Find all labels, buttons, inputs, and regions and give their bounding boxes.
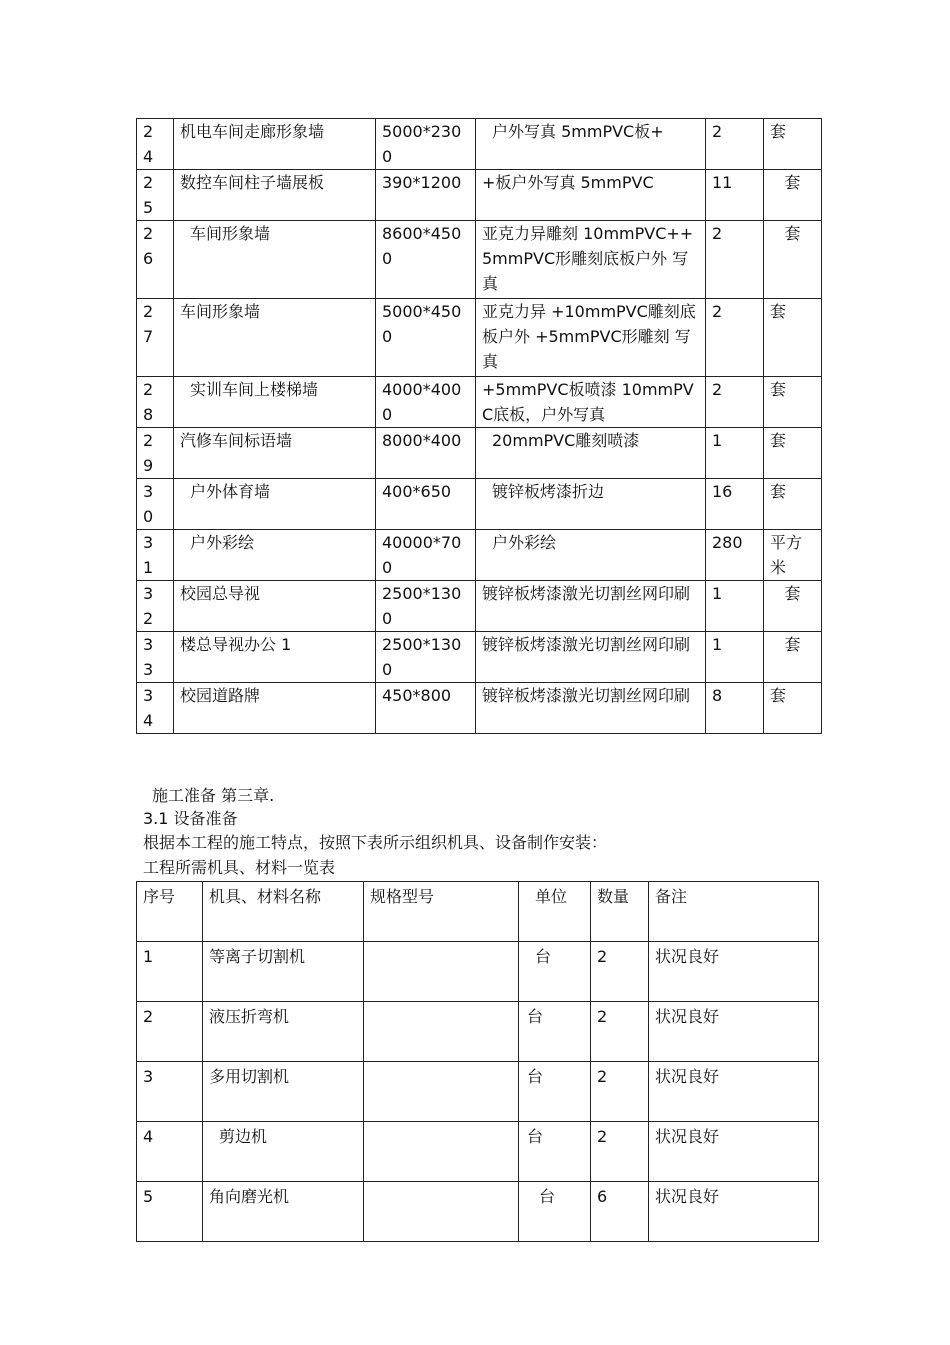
header-name: 机具、材料名称	[203, 882, 364, 942]
item-name: 数控车间柱子墙展板	[174, 170, 376, 221]
header-no: 序号	[137, 882, 203, 942]
table-row	[137, 428, 822, 479]
equipment-body	[137, 882, 819, 1242]
item-size: 400*650	[376, 479, 476, 530]
row-qty: 2	[591, 942, 649, 1002]
item-qty: 1	[706, 428, 764, 479]
item-unit: 套	[764, 428, 822, 479]
item-qty: 2	[706, 377, 764, 428]
item-number: 3 2	[137, 581, 174, 632]
item-number: 3 1	[137, 530, 174, 581]
item-number: 2 6	[137, 221, 174, 299]
table-row	[137, 377, 822, 428]
item-material: 户外彩绘	[476, 530, 706, 581]
row-name: 多用切割机	[203, 1062, 364, 1122]
row-no: 2	[137, 1002, 203, 1062]
row-name: 等离子切割机	[203, 942, 364, 1002]
row-spec	[364, 1182, 519, 1242]
row-no: 4	[137, 1122, 203, 1182]
intro-paragraph: 根据本工程的施工特点，按照下表所示组织机具、设备制作安装：	[143, 833, 608, 852]
item-unit: 套	[764, 377, 822, 428]
item-unit: 套	[764, 221, 822, 299]
row-remark: 状况良好	[649, 942, 819, 1002]
item-unit: 套	[764, 632, 822, 683]
item-material: 镀锌板烤漆激光切割丝网印刷	[476, 581, 706, 632]
item-unit: 套	[764, 581, 822, 632]
item-name: 户外彩绘	[174, 530, 376, 581]
row-spec	[364, 1122, 519, 1182]
table-row	[137, 170, 822, 221]
item-number: 2 8	[137, 377, 174, 428]
item-size: 40000*700	[376, 530, 476, 581]
item-unit: 套	[764, 683, 822, 734]
item-size: 4000*4000	[376, 377, 476, 428]
item-size: 2500*1300	[376, 632, 476, 683]
row-unit: 台	[519, 1062, 591, 1122]
item-material: +5mmPVC板喷漆 10mmPVC底板，户外写真	[476, 377, 706, 428]
table-row	[137, 1062, 819, 1122]
row-spec	[364, 942, 519, 1002]
table-row	[137, 683, 822, 734]
item-name: 户外体育墙	[174, 479, 376, 530]
item-size: 450*800	[376, 683, 476, 734]
row-qty: 2	[591, 1122, 649, 1182]
item-name: 车间形象墙	[174, 221, 376, 299]
item-name: 车间形象墙	[174, 299, 376, 377]
item-qty: 280	[706, 530, 764, 581]
row-no: 5	[137, 1182, 203, 1242]
table-row	[137, 479, 822, 530]
item-size: 5000*2300	[376, 119, 476, 170]
item-qty: 2	[706, 221, 764, 299]
table-row	[137, 632, 822, 683]
row-no: 1	[137, 942, 203, 1002]
row-qty: 2	[591, 1062, 649, 1122]
item-number: 2 7	[137, 299, 174, 377]
row-spec	[364, 1002, 519, 1062]
row-qty: 2	[591, 1002, 649, 1062]
item-name: 校园总导视	[174, 581, 376, 632]
table-row	[137, 299, 822, 377]
row-unit: 台	[519, 1002, 591, 1062]
item-size: 5000*4500	[376, 299, 476, 377]
item-qty: 1	[706, 581, 764, 632]
item-unit: 套	[764, 170, 822, 221]
chapter-heading: 施工准备 第三章.	[152, 786, 275, 805]
item-size: 390*1200	[376, 170, 476, 221]
item-name: 汽修车间标语墙	[174, 428, 376, 479]
header-unit: 单位	[519, 882, 591, 942]
table-row	[137, 942, 819, 1002]
row-name: 角向磨光机	[203, 1182, 364, 1242]
item-number: 3 0	[137, 479, 174, 530]
item-qty: 1	[706, 632, 764, 683]
item-size: 2500*1300	[376, 581, 476, 632]
item-material: 镀锌板烤漆激光切割丝网印刷	[476, 632, 706, 683]
row-remark: 状况良好	[649, 1122, 819, 1182]
item-number: 2 9	[137, 428, 174, 479]
item-material: 亚克力异雕刻 10mmPVC++5mmPVC形雕刻底板户外 写真	[476, 221, 706, 299]
table-row	[137, 1002, 819, 1062]
row-remark: 状况良好	[649, 1002, 819, 1062]
table-header-row	[137, 882, 819, 942]
item-material: 镀锌板烤漆激光切割丝网印刷	[476, 683, 706, 734]
table-row	[137, 530, 822, 581]
item-size: 8600*4500	[376, 221, 476, 299]
row-remark: 状况良好	[649, 1182, 819, 1242]
item-qty: 16	[706, 479, 764, 530]
header-remark: 备注	[649, 882, 819, 942]
item-material: 亚克力异 +10mmPVC雕刻底板户外 +5mmPVC形雕刻 写真	[476, 299, 706, 377]
table-row	[137, 1182, 819, 1242]
header-qty: 数量	[591, 882, 649, 942]
item-material: 镀锌板烤漆折边	[476, 479, 706, 530]
item-unit: 套	[764, 299, 822, 377]
item-unit: 套	[764, 119, 822, 170]
item-name: 校园道路牌	[174, 683, 376, 734]
project-items-table	[136, 118, 822, 734]
item-unit: 平方米	[764, 530, 822, 581]
row-name: 剪边机	[203, 1122, 364, 1182]
row-spec	[364, 1062, 519, 1122]
item-number: 2 5	[137, 170, 174, 221]
item-qty: 2	[706, 299, 764, 377]
item-name: 实训车间上楼梯墙	[174, 377, 376, 428]
item-name: 机电车间走廊形象墙	[174, 119, 376, 170]
item-qty: 2	[706, 119, 764, 170]
item-material: 20mmPVC雕刻喷漆	[476, 428, 706, 479]
item-material: +板户外写真 5mmPVC	[476, 170, 706, 221]
item-number: 3 3	[137, 632, 174, 683]
table-row	[137, 119, 822, 170]
item-qty: 8	[706, 683, 764, 734]
row-unit: 台	[519, 1122, 591, 1182]
header-spec: 规格型号	[364, 882, 519, 942]
item-qty: 11	[706, 170, 764, 221]
subsection-heading: 3.1 设备准备	[143, 809, 238, 828]
item-number: 3 4	[137, 683, 174, 734]
item-name: 楼总导视办公 1	[174, 632, 376, 683]
row-no: 3	[137, 1062, 203, 1122]
item-size: 8000*400	[376, 428, 476, 479]
item-unit: 套	[764, 479, 822, 530]
item-number: 2 4	[137, 119, 174, 170]
equipment-table	[136, 881, 819, 1242]
project-items-body	[137, 119, 822, 734]
row-name: 液压折弯机	[203, 1002, 364, 1062]
row-qty: 6	[591, 1182, 649, 1242]
table-caption: 工程所需机具、材料一览表	[143, 858, 336, 877]
row-remark: 状况良好	[649, 1062, 819, 1122]
row-unit: 台	[519, 942, 591, 1002]
row-unit: 台	[519, 1182, 591, 1242]
table-row	[137, 581, 822, 632]
item-material: 户外写真 5mmPVC板+	[476, 119, 706, 170]
table-row	[137, 1122, 819, 1182]
table-row	[137, 221, 822, 299]
